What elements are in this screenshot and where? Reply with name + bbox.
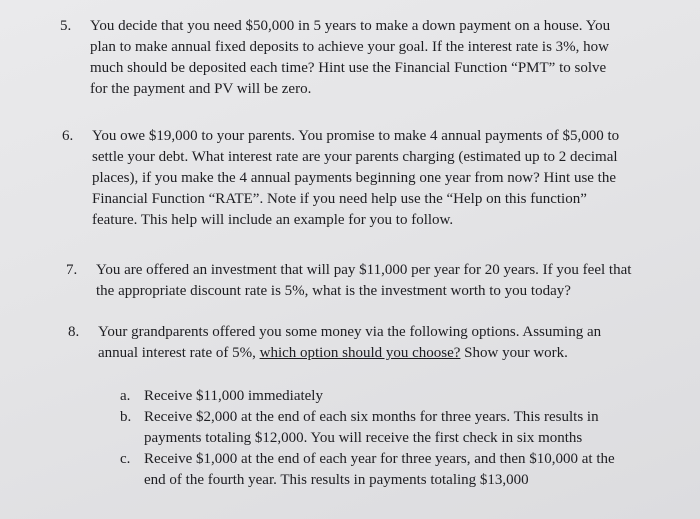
text-segment: annual interest rate of 5%, xyxy=(98,345,260,361)
text-line: end of the fourth year. This results in payments totaling $13,000 xyxy=(144,472,529,488)
question-number: 5. xyxy=(60,18,72,34)
question-text xyxy=(90,16,680,100)
question-text xyxy=(98,322,688,364)
text-line: Receive $2,000 at the end of each six months for three years. This results in xyxy=(144,409,599,425)
option-a xyxy=(120,386,680,407)
text-line: much should be deposited each time? Hint use the Financial Function “PMT” to solve xyxy=(90,60,607,76)
text-line xyxy=(98,343,688,364)
text-line: Receive $11,000 immediately xyxy=(144,388,323,404)
question-5 xyxy=(60,16,680,100)
text-line: settle your debt. What interest rate are your parents charging (estimated up to 2 decimal xyxy=(92,149,618,165)
text-line: Your grandparents offered you some money via the following options. Assuming an xyxy=(98,324,602,340)
question-7 xyxy=(66,260,686,302)
question-text xyxy=(92,126,682,231)
option-letter: b. xyxy=(120,409,132,425)
text-line: Receive $1,000 at the end of each year for three years, and then $10,000 at the xyxy=(144,451,615,467)
option-letter: a. xyxy=(120,388,131,404)
question-number: 6. xyxy=(62,128,74,144)
option-letter: c. xyxy=(120,451,131,467)
option-text xyxy=(144,407,599,449)
option-text xyxy=(144,449,615,491)
text-line: the appropriate discount rate is 5%, what is the investment worth to you today? xyxy=(96,283,571,299)
text-line: places), if you make the 4 annual payments beginning one year from now? Hint use the xyxy=(92,170,617,186)
question-text xyxy=(96,260,686,302)
text-line: plan to make annual fixed deposits to achieve your goal. If the interest rate is 3%, how xyxy=(90,39,610,55)
text-line: for the payment and PV will be zero. xyxy=(90,81,312,97)
option-b xyxy=(120,407,680,449)
text-line: You decide that you need $50,000 in 5 years to make a down payment on a house. You xyxy=(90,18,611,34)
text-line: feature. This help will include an example for you to follow. xyxy=(92,212,454,228)
option-text xyxy=(144,386,323,407)
text-segment: Show your work. xyxy=(460,345,568,361)
question-number: 8. xyxy=(68,324,80,340)
text-line: You owe $19,000 to your parents. You promise to make 4 annual payments of $5,000 to xyxy=(92,128,620,144)
question-number: 7. xyxy=(66,262,78,278)
question-8 xyxy=(68,322,688,364)
underlined-question: which option should you choose? xyxy=(259,345,461,361)
question-6 xyxy=(62,126,682,231)
option-c xyxy=(120,449,680,491)
text-line: payments totaling $12,000. You will receive the first check in six months xyxy=(144,430,583,446)
answer-options xyxy=(120,386,680,491)
text-line: You are offered an investment that will pay $11,000 per year for 20 years. If you feel that xyxy=(96,262,632,278)
text-line: Financial Function “RATE”. Note if you need help use the “Help on this function” xyxy=(92,191,587,207)
